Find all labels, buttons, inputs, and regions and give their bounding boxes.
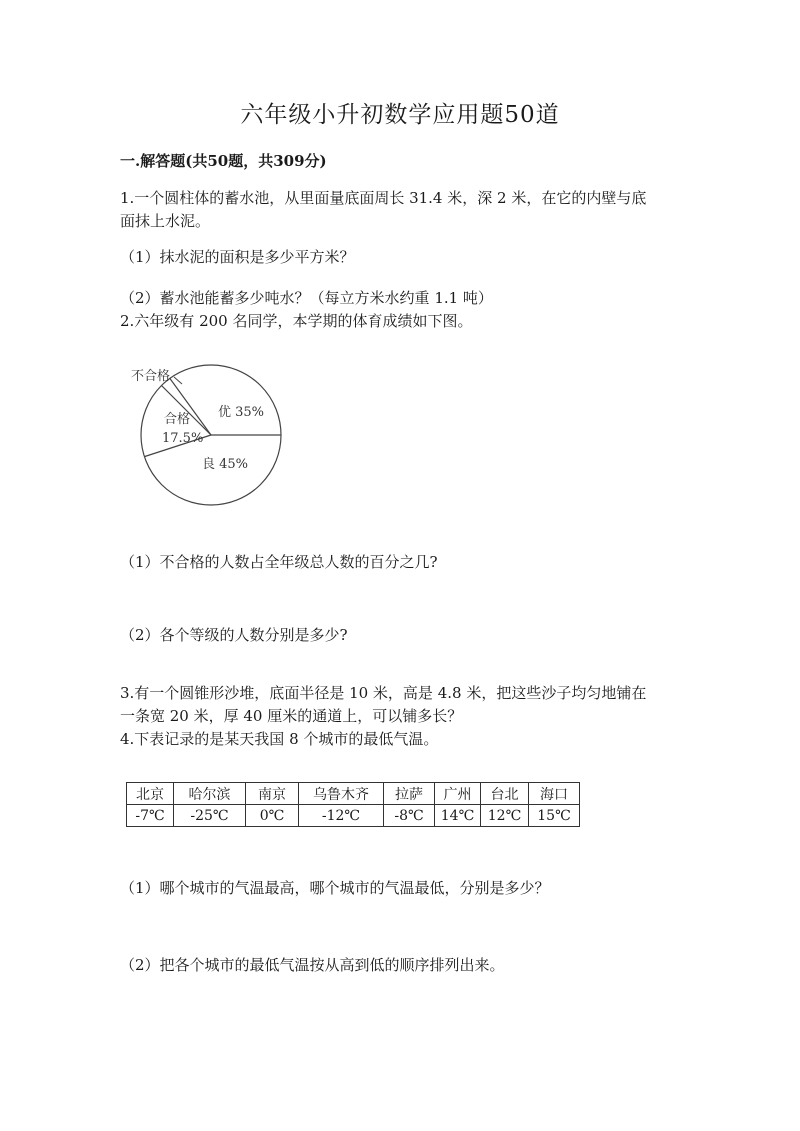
city-cell: 广州 bbox=[435, 783, 481, 805]
buhege-leader-line bbox=[174, 377, 182, 384]
city-row bbox=[127, 783, 580, 805]
slice-label-hege-pct: 17.5% bbox=[162, 431, 204, 446]
city-cell: 乌鲁木齐 bbox=[299, 783, 384, 805]
temp-cell: -8℃ bbox=[384, 805, 435, 827]
slice-boundary-2 bbox=[162, 386, 212, 436]
temp-cell: -12℃ bbox=[299, 805, 384, 827]
q4-text: 4.下表记录的是某天我国 8 个城市的最低气温。 bbox=[120, 730, 439, 748]
q1-sub2: （2）蓄水池能蓄多少吨水？（每立方米水约重 1.1 吨） bbox=[120, 289, 493, 307]
temp-cell: 14℃ bbox=[435, 805, 481, 827]
q4-sub2: （2）把各个城市的最低气温按从高到低的顺序排列出来。 bbox=[120, 956, 505, 974]
city-cell: 南京 bbox=[246, 783, 299, 805]
temp-cell: -7℃ bbox=[127, 805, 174, 827]
q4-sub1: （1）哪个城市的气温最高，哪个城市的气温最低，分别是多少？ bbox=[120, 879, 550, 897]
slice-label-liang: 良 45% bbox=[202, 457, 249, 472]
city-cell: 拉萨 bbox=[384, 783, 435, 805]
q2-sub2: （2）各个等级的人数分别是多少? bbox=[120, 626, 348, 644]
slice-label-you: 优 35% bbox=[218, 405, 265, 420]
q2-text: 2.六年级有 200 名同学，本学期的体育成绩如下图。 bbox=[120, 312, 473, 330]
temp-cell: 12℃ bbox=[481, 805, 529, 827]
temperature-table bbox=[126, 782, 580, 827]
slice-label-hege: 合格 bbox=[164, 412, 191, 427]
slice-label-buhege: 不合格 bbox=[131, 369, 171, 384]
temp-cell: 0℃ bbox=[246, 805, 299, 827]
page-title: 六年级小升初数学应用题50道 bbox=[240, 102, 560, 128]
q2-sub1: （1）不合格的人数占全年级总人数的百分之几? bbox=[120, 553, 438, 571]
q1-text-line1: 1.一个圆柱体的蓄水池，从里面量底面周长 31.4 米，深 2 米，在它的内壁与底 bbox=[120, 189, 647, 207]
section-heading: 一.解答题(共50题，共309分) bbox=[120, 152, 327, 170]
q1-text-line2: 面抹上水泥。 bbox=[120, 212, 211, 230]
temp-row bbox=[127, 805, 580, 827]
grade-pie-chart bbox=[126, 360, 306, 510]
city-cell: 台北 bbox=[481, 783, 529, 805]
temp-cell: -25℃ bbox=[174, 805, 246, 827]
q3-text-line1: 3.有一个圆锥形沙堆，底面半径是 10 米，高是 4.8 米，把这些沙子均匀地铺在 bbox=[120, 684, 647, 702]
q3-text-line2: 一条宽 20 米，厚 40 厘米的通道上，可以铺多长？ bbox=[120, 707, 463, 725]
city-cell: 北京 bbox=[127, 783, 174, 805]
temp-cell: 15℃ bbox=[529, 805, 580, 827]
q1-sub1: （1）抹水泥的面积是多少平方米？ bbox=[120, 248, 355, 266]
city-cell: 海口 bbox=[529, 783, 580, 805]
city-cell: 哈尔滨 bbox=[174, 783, 246, 805]
